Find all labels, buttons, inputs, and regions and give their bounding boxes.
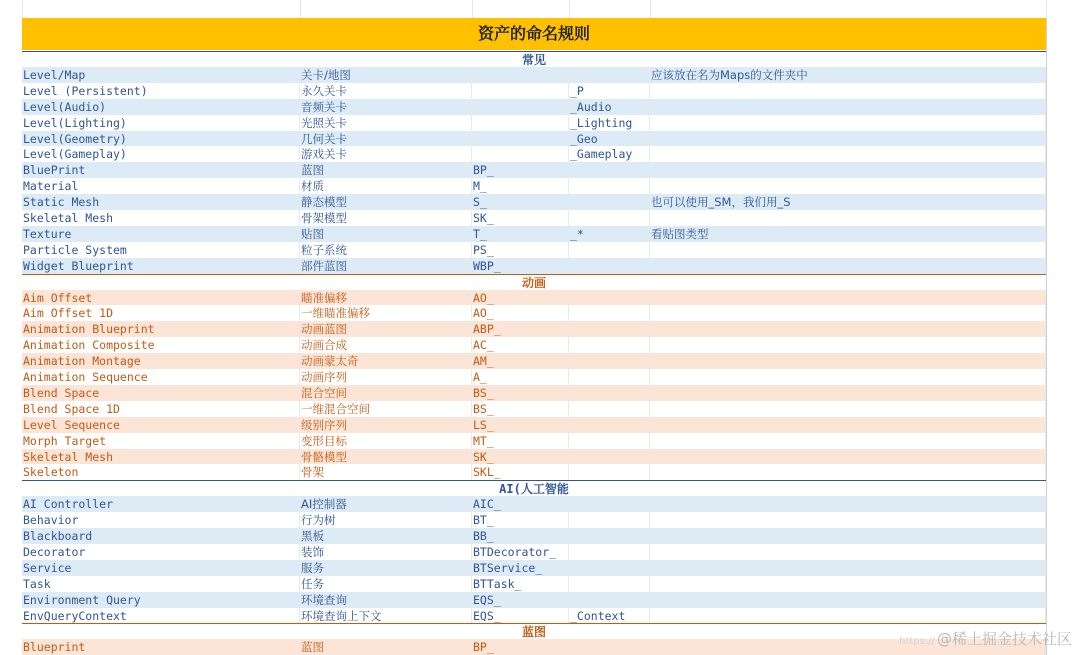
table-row [0,146,1080,162]
asset-type-cell[interactable]: Animation Composite [22,337,300,353]
chinese-name-cell[interactable]: 一维瞄准偏移 [300,305,472,321]
table-row [0,560,1080,576]
section-header: AI(人工智能 [22,480,1046,496]
prefix-cell[interactable]: AC_ [472,337,569,353]
suffix-cell[interactable] [569,353,650,369]
table-row [0,178,1080,194]
note-cell[interactable] [650,560,1046,576]
chinese-name-cell[interactable]: 混合空间 [300,385,472,401]
suffix-cell[interactable] [569,369,650,385]
table-row [0,305,1080,321]
chinese-name-cell[interactable]: 蓝图 [300,639,472,655]
table-row [0,83,1080,99]
prefix-cell[interactable]: BS_ [472,401,569,417]
section-header: 常见 [22,51,1046,67]
asset-type-cell[interactable]: Level (Persistent) [22,83,300,99]
prefix-cell[interactable]: SKL_ [472,464,569,480]
chinese-name-cell[interactable]: 环境查询上下文 [300,608,472,624]
note-cell[interactable] [650,258,1046,274]
table-row [0,528,1080,544]
chinese-name-cell[interactable]: 行为树 [300,512,472,528]
asset-type-cell[interactable]: Service [22,560,300,576]
watermark-url: https:// [899,636,935,647]
asset-type-cell[interactable]: Aim Offset 1D [22,305,300,321]
chinese-name-cell[interactable]: 黑板 [300,528,472,544]
prefix-cell[interactable] [472,131,569,147]
table-row [0,131,1080,147]
note-cell[interactable] [650,464,1046,480]
asset-type-cell[interactable]: Skeletal Mesh [22,449,300,465]
asset-type-cell[interactable]: Material [22,178,300,194]
suffix-cell[interactable] [569,321,650,337]
suffix-cell[interactable]: _Geo [569,131,650,147]
asset-type-cell[interactable]: Static Mesh [22,194,300,210]
asset-type-cell[interactable]: Blend Space [22,385,300,401]
note-cell[interactable] [650,337,1046,353]
asset-type-cell[interactable]: Skeleton [22,464,300,480]
prefix-cell[interactable]: BP_ [472,162,569,178]
note-cell[interactable] [650,401,1046,417]
prefix-cell[interactable]: T_ [472,226,569,242]
asset-type-cell[interactable]: Level(Geometry) [22,131,300,147]
prefix-cell[interactable]: BP_ [472,639,569,655]
prefix-cell[interactable]: AM_ [472,353,569,369]
note-cell[interactable] [650,146,1046,162]
chinese-name-cell[interactable]: 变形目标 [300,433,472,449]
chinese-name-cell[interactable]: 环境查询 [300,592,472,608]
chinese-name-cell[interactable]: 音频关卡 [300,99,472,115]
note-cell[interactable]: 看贴图类型 [650,226,1046,242]
chinese-name-cell[interactable]: 服务 [300,560,472,576]
chinese-name-cell[interactable]: 几何关卡 [300,131,472,147]
prefix-cell[interactable]: M_ [472,178,569,194]
note-cell[interactable] [650,83,1046,99]
suffix-cell[interactable] [569,337,650,353]
suffix-cell[interactable] [569,496,650,512]
asset-type-cell[interactable]: Texture [22,226,300,242]
suffix-cell[interactable] [569,433,650,449]
note-cell[interactable] [650,496,1046,512]
suffix-cell[interactable] [569,194,650,210]
prefix-cell[interactable] [472,67,569,83]
prefix-cell[interactable]: BTTask_ [472,576,569,592]
prefix-cell[interactable]: EQS_ [472,608,569,624]
suffix-cell[interactable] [569,242,650,258]
table-row [0,194,1080,210]
asset-type-cell[interactable]: EnvQueryContext [22,608,300,624]
note-cell[interactable] [650,385,1046,401]
chinese-name-cell[interactable]: 关卡/地图 [300,67,472,83]
asset-type-cell[interactable]: Level/Map [22,67,300,83]
table-row [0,496,1080,512]
suffix-cell[interactable] [569,512,650,528]
suffix-cell[interactable] [569,544,650,560]
note-cell[interactable] [650,608,1046,624]
note-cell[interactable] [650,290,1046,306]
chinese-name-cell[interactable]: 瞄准偏移 [300,290,472,306]
note-cell[interactable] [650,242,1046,258]
asset-type-cell[interactable]: Widget Blueprint [22,258,300,274]
grid-line [472,0,473,18]
suffix-cell[interactable] [569,639,650,655]
prefix-cell[interactable]: BS_ [472,385,569,401]
suffix-cell[interactable] [569,67,650,83]
asset-type-cell[interactable]: Animation Blueprint [22,321,300,337]
prefix-cell[interactable]: SK_ [472,449,569,465]
grid-line [300,0,301,18]
prefix-cell[interactable]: LS_ [472,417,569,433]
chinese-name-cell[interactable]: 骨架模型 [300,210,472,226]
prefix-cell[interactable]: PS_ [472,242,569,258]
table-row [0,385,1080,401]
sheet-title: 资产的命名规则 [22,18,1046,50]
suffix-cell[interactable]: _Audio [569,99,650,115]
chinese-name-cell[interactable]: 骨架 [300,464,472,480]
asset-type-cell[interactable]: Task [22,576,300,592]
note-cell[interactable] [650,115,1046,131]
table-row [0,464,1080,480]
table-row [0,401,1080,417]
asset-type-cell[interactable]: Skeletal Mesh [22,210,300,226]
table-row [0,67,1080,83]
chinese-name-cell[interactable]: 粒子系统 [300,242,472,258]
chinese-name-cell[interactable]: 任务 [300,576,472,592]
asset-type-cell[interactable]: AI Controller [22,496,300,512]
chinese-name-cell[interactable]: 动画蒙太奇 [300,353,472,369]
watermark [899,628,1072,649]
suffix-cell[interactable] [569,449,650,465]
grid-line [1046,0,1047,18]
grid-line [650,0,651,18]
table-row [0,242,1080,258]
prefix-cell[interactable]: BB_ [472,528,569,544]
table-row [0,417,1080,433]
suffix-cell[interactable] [569,162,650,178]
table-row [0,433,1080,449]
note-cell[interactable] [650,433,1046,449]
suffix-cell[interactable]: _Context [569,608,650,624]
suffix-cell[interactable] [569,528,650,544]
asset-type-cell[interactable]: Blueprint [22,639,300,655]
asset-type-cell[interactable]: Level(Audio) [22,99,300,115]
note-cell[interactable] [650,99,1046,115]
watermark-text: @稀土掘金技术社区 [936,630,1072,648]
table-row [0,592,1080,608]
chinese-name-cell[interactable]: AI控制器 [300,496,472,512]
suffix-cell[interactable] [569,417,650,433]
table-row [0,608,1080,624]
table-row [0,162,1080,178]
chinese-name-cell[interactable]: 静态模型 [300,194,472,210]
note-cell[interactable] [650,321,1046,337]
asset-type-cell[interactable]: Blend Space 1D [22,401,300,417]
note-cell[interactable] [650,210,1046,226]
table-row [0,544,1080,560]
note-cell[interactable] [650,576,1046,592]
suffix-cell[interactable] [569,560,650,576]
section-header: 蓝图 [22,623,1046,639]
note-cell[interactable] [650,178,1046,194]
suffix-cell[interactable]: _* [569,226,650,242]
suffix-cell[interactable] [569,401,650,417]
prefix-cell[interactable]: WBP_ [472,258,569,274]
chinese-name-cell[interactable]: 永久关卡 [300,83,472,99]
prefix-cell[interactable]: MT_ [472,433,569,449]
chinese-name-cell[interactable]: 材质 [300,178,472,194]
suffix-cell[interactable]: _P [569,83,650,99]
asset-type-cell[interactable]: Behavior [22,512,300,528]
chinese-name-cell[interactable]: 动画合成 [300,337,472,353]
grid-line [22,0,23,18]
section-header: 动画 [22,274,1046,290]
table-row [0,210,1080,226]
grid-line [1046,18,1047,655]
suffix-cell[interactable] [569,290,650,306]
grid-line [569,0,570,18]
prefix-cell[interactable]: BTDecorator_ [472,544,569,560]
chinese-name-cell[interactable]: 动画蓝图 [300,321,472,337]
prefix-cell[interactable]: AO_ [472,305,569,321]
table-row [0,321,1080,337]
table-row [0,337,1080,353]
table-row [0,99,1080,115]
table-row [0,369,1080,385]
asset-type-cell[interactable]: Animation Sequence [22,369,300,385]
chinese-name-cell[interactable]: 贴图 [300,226,472,242]
suffix-cell[interactable] [569,592,650,608]
note-cell[interactable]: 也可以使用_SM，我们用_S [650,194,1046,210]
asset-type-cell[interactable]: Level(Gameplay) [22,146,300,162]
note-cell[interactable]: 应该放在名为Maps的文件夹中 [650,67,1046,83]
suffix-cell[interactable] [569,464,650,480]
table-row [0,226,1080,242]
asset-type-cell[interactable]: Animation Montage [22,353,300,369]
note-cell[interactable] [650,544,1046,560]
chinese-name-cell[interactable]: 动画序列 [300,369,472,385]
prefix-cell[interactable]: BTService_ [472,560,569,576]
prefix-cell[interactable]: AIC_ [472,496,569,512]
prefix-cell[interactable] [472,146,569,162]
table-row [0,449,1080,465]
note-cell[interactable] [650,305,1046,321]
chinese-name-cell[interactable]: 部件蓝图 [300,258,472,274]
table-row [0,353,1080,369]
prefix-cell[interactable] [472,83,569,99]
chinese-name-cell[interactable]: 游戏关卡 [300,146,472,162]
table-row [0,576,1080,592]
suffix-cell[interactable]: _Lighting [569,115,650,131]
suffix-cell[interactable] [569,576,650,592]
asset-type-cell[interactable]: Decorator [22,544,300,560]
note-cell[interactable] [650,131,1046,147]
prefix-cell[interactable]: S_ [472,194,569,210]
asset-type-cell[interactable]: Particle System [22,242,300,258]
prefix-cell[interactable]: EQS_ [472,592,569,608]
asset-type-cell[interactable]: Level(Lighting) [22,115,300,131]
asset-type-cell[interactable]: Aim Offset [22,290,300,306]
note-cell[interactable] [650,162,1046,178]
asset-type-cell[interactable]: Environment Query [22,592,300,608]
prefix-cell[interactable]: A_ [472,369,569,385]
asset-type-cell[interactable]: Morph Target [22,433,300,449]
asset-type-cell[interactable]: BluePrint [22,162,300,178]
table-row [0,115,1080,131]
suffix-cell[interactable] [569,258,650,274]
suffix-cell[interactable]: _Gameplay [569,146,650,162]
note-cell[interactable] [650,512,1046,528]
prefix-cell[interactable]: BT_ [472,512,569,528]
asset-type-cell[interactable]: Blackboard [22,528,300,544]
prefix-cell[interactable]: AO_ [472,290,569,306]
chinese-name-cell[interactable]: 一维混合空间 [300,401,472,417]
chinese-name-cell[interactable]: 骨骼模型 [300,449,472,465]
chinese-name-cell[interactable]: 装饰 [300,544,472,560]
table-row [0,512,1080,528]
suffix-cell[interactable] [569,178,650,194]
prefix-cell[interactable] [472,115,569,131]
note-cell[interactable] [650,592,1046,608]
suffix-cell[interactable] [569,210,650,226]
suffix-cell[interactable] [569,385,650,401]
table-row [0,290,1080,306]
note-cell[interactable] [650,528,1046,544]
chinese-name-cell[interactable]: 光照关卡 [300,115,472,131]
prefix-cell[interactable] [472,99,569,115]
chinese-name-cell[interactable]: 级别序列 [300,417,472,433]
prefix-cell[interactable]: SK_ [472,210,569,226]
note-cell[interactable] [650,417,1046,433]
note-cell[interactable] [650,353,1046,369]
prefix-cell[interactable]: ABP_ [472,321,569,337]
note-cell[interactable] [650,449,1046,465]
asset-type-cell[interactable]: Level Sequence [22,417,300,433]
chinese-name-cell[interactable]: 蓝图 [300,162,472,178]
note-cell[interactable] [650,369,1046,385]
table-row [0,258,1080,274]
suffix-cell[interactable] [569,305,650,321]
